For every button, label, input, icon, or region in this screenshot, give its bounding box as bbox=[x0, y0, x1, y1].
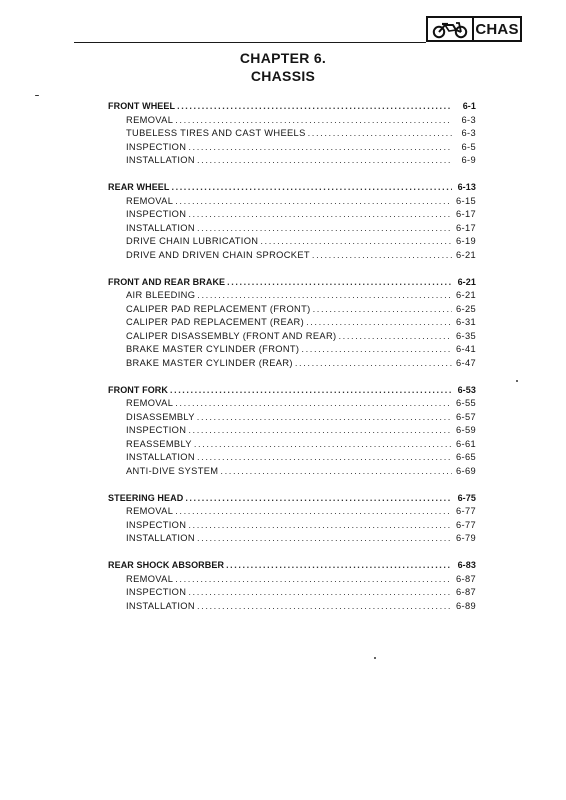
toc-section bbox=[108, 492, 476, 546]
toc-subentry-title: INSTALLATION bbox=[126, 600, 195, 611]
toc-subentry-page-number: 6-15 bbox=[455, 195, 476, 206]
toc-section-entry-page-number: 6-21 bbox=[457, 276, 476, 287]
toc-subentry-title: BRAKE MASTER CYLINDER (FRONT) bbox=[126, 344, 300, 354]
dot-leader bbox=[188, 586, 452, 600]
table-of-contents bbox=[108, 100, 476, 627]
dot-leader bbox=[175, 505, 452, 519]
toc-subentry-title: REMOVAL bbox=[126, 573, 174, 584]
toc-subentry[interactable] bbox=[108, 289, 476, 303]
toc-subentry-title: REMOVAL bbox=[126, 398, 174, 408]
toc-section-entry-title: REAR WHEEL bbox=[108, 182, 170, 192]
toc-subentry-title: INSPECTION bbox=[126, 519, 187, 530]
dot-leader bbox=[175, 195, 452, 209]
toc-subentry-title: CALIPER PAD REPLACEMENT (REAR) bbox=[126, 317, 305, 327]
dot-leader bbox=[312, 249, 452, 263]
toc-section-entry[interactable] bbox=[108, 100, 476, 114]
toc-subentry-title: INSTALLATION bbox=[126, 222, 195, 233]
toc-subentry-title: REASSEMBLY bbox=[126, 438, 192, 449]
toc-subentry-page-number: 6-21 bbox=[455, 290, 476, 300]
chapter-badge-label: CHAS bbox=[475, 20, 519, 38]
scan-speck bbox=[516, 380, 518, 382]
dot-leader bbox=[170, 384, 452, 398]
toc-subentry[interactable] bbox=[108, 208, 476, 222]
toc-section-entry-page-number: 6-83 bbox=[457, 560, 476, 570]
toc-subentry-title: INSPECTION bbox=[126, 141, 187, 152]
dot-leader bbox=[197, 222, 452, 236]
toc-subentry-title: ANTI-DIVE SYSTEM bbox=[126, 465, 219, 476]
dot-leader bbox=[175, 114, 452, 128]
toc-subentry-page-number: 6-31 bbox=[455, 317, 476, 327]
dot-leader bbox=[338, 330, 452, 344]
toc-subentry-title: INSTALLATION bbox=[126, 155, 195, 165]
toc-section bbox=[108, 559, 476, 613]
dot-leader bbox=[220, 465, 452, 479]
toc-subentry[interactable] bbox=[108, 222, 476, 236]
toc-subentry-page-number: 6-87 bbox=[455, 587, 476, 597]
dot-leader bbox=[227, 276, 452, 290]
toc-subentry[interactable] bbox=[108, 600, 476, 614]
toc-subentry-page-number: 6-3 bbox=[461, 128, 476, 138]
dot-leader bbox=[308, 127, 452, 141]
toc-subentry[interactable] bbox=[108, 451, 476, 465]
toc-subentry[interactable] bbox=[108, 357, 476, 371]
toc-subentry[interactable] bbox=[108, 573, 476, 587]
toc-subentry[interactable] bbox=[108, 154, 476, 168]
dot-leader bbox=[197, 154, 452, 168]
dot-leader bbox=[188, 141, 452, 155]
toc-subentry-title: CALIPER DISASSEMBLY (FRONT AND REAR) bbox=[126, 330, 337, 341]
toc-subentry-title: INSTALLATION bbox=[126, 452, 195, 462]
toc-subentry[interactable] bbox=[108, 249, 476, 263]
toc-subentry-page-number: 6-47 bbox=[455, 357, 476, 368]
dot-leader bbox=[260, 235, 452, 249]
dot-leader bbox=[188, 208, 452, 222]
chapter-badge bbox=[426, 16, 522, 42]
toc-subentry-page-number: 6-25 bbox=[455, 303, 476, 314]
toc-section bbox=[108, 276, 476, 371]
toc-section-entry-page-number: 6-75 bbox=[457, 492, 476, 503]
toc-subentry[interactable] bbox=[108, 411, 476, 425]
toc-subentry-page-number: 6-79 bbox=[455, 533, 476, 543]
dot-leader bbox=[172, 181, 453, 195]
toc-subentry-title: INSPECTION bbox=[126, 425, 187, 435]
dot-leader bbox=[197, 411, 452, 425]
dot-leader bbox=[185, 492, 452, 506]
toc-subentry-page-number: 6-57 bbox=[455, 411, 476, 422]
toc-subentry-page-number: 6-3 bbox=[461, 114, 476, 125]
toc-subentry-title: DRIVE AND DRIVEN CHAIN SPROCKET bbox=[126, 249, 310, 260]
header-rule bbox=[74, 42, 426, 43]
toc-section-entry-title: FRONT AND REAR BRAKE bbox=[108, 276, 226, 287]
dot-leader bbox=[197, 289, 452, 303]
toc-subentry[interactable] bbox=[108, 303, 476, 317]
toc-subentry-title: TUBELESS TIRES AND CAST WHEELS bbox=[126, 128, 306, 138]
toc-subentry-page-number: 6-35 bbox=[455, 330, 476, 341]
dot-leader bbox=[194, 438, 452, 452]
toc-subentry[interactable] bbox=[108, 397, 476, 411]
toc-subentry-title: INSPECTION bbox=[126, 587, 187, 597]
toc-section-entry-title: STEERING HEAD bbox=[108, 492, 184, 503]
toc-section-entry[interactable] bbox=[108, 276, 476, 290]
scan-speck bbox=[35, 95, 39, 96]
toc-subentry-title: DISASSEMBLY bbox=[126, 411, 195, 422]
toc-subentry[interactable] bbox=[108, 438, 476, 452]
toc-subentry-page-number: 6-61 bbox=[455, 438, 476, 449]
toc-section-entry[interactable] bbox=[108, 384, 476, 398]
dot-leader bbox=[188, 519, 452, 533]
toc-subentry[interactable] bbox=[108, 195, 476, 209]
dot-leader bbox=[175, 573, 452, 587]
toc-subentry[interactable] bbox=[108, 127, 476, 141]
toc-subentry-page-number: 6-55 bbox=[455, 398, 476, 408]
toc-subentry-title: REMOVAL bbox=[126, 195, 174, 206]
toc-subentry-page-number: 6-65 bbox=[455, 452, 476, 462]
toc-subentry-title: DRIVE CHAIN LUBRICATION bbox=[126, 236, 259, 246]
toc-subentry[interactable] bbox=[108, 114, 476, 128]
toc-subentry-title: REMOVAL bbox=[126, 506, 174, 516]
toc-subentry-page-number: 6-87 bbox=[455, 573, 476, 584]
toc-section-entry-page-number: 6-53 bbox=[457, 384, 476, 395]
toc-subentry[interactable] bbox=[108, 586, 476, 600]
toc-section bbox=[108, 100, 476, 168]
dot-leader bbox=[301, 343, 452, 357]
toc-subentry-page-number: 6-19 bbox=[455, 236, 476, 246]
chapter-title: CHASSIS bbox=[250, 68, 316, 84]
toc-section-entry-page-number: 6-1 bbox=[462, 101, 476, 111]
toc-section-entry-title: REAR SHOCK ABSORBER bbox=[108, 560, 225, 570]
toc-subentry-title: AIR BLEEDING bbox=[126, 290, 196, 300]
toc-subentry-page-number: 6-77 bbox=[455, 506, 476, 516]
toc-subentry-page-number: 6-59 bbox=[455, 425, 476, 435]
toc-section bbox=[108, 384, 476, 479]
toc-subentry[interactable] bbox=[108, 532, 476, 546]
toc-subentry[interactable] bbox=[108, 465, 476, 479]
toc-subentry-page-number: 6-41 bbox=[455, 344, 476, 354]
toc-section bbox=[108, 181, 476, 262]
toc-subentry[interactable] bbox=[108, 330, 476, 344]
toc-subentry-title: INSPECTION bbox=[126, 209, 187, 219]
toc-subentry-page-number: 6-9 bbox=[461, 155, 476, 165]
dot-leader bbox=[177, 100, 452, 114]
toc-subentry-title: REMOVAL bbox=[126, 114, 174, 125]
toc-subentry[interactable] bbox=[108, 519, 476, 533]
dot-leader bbox=[197, 532, 452, 546]
dot-leader bbox=[175, 397, 452, 411]
toc-section-entry[interactable] bbox=[108, 492, 476, 506]
toc-subentry-page-number: 6-77 bbox=[455, 519, 476, 530]
toc-subentry-page-number: 6-69 bbox=[455, 465, 476, 476]
dot-leader bbox=[226, 559, 452, 573]
dot-leader bbox=[197, 451, 452, 465]
toc-section-entry-title: FRONT WHEEL bbox=[108, 101, 176, 111]
toc-subentry[interactable] bbox=[108, 235, 476, 249]
dot-leader bbox=[197, 600, 452, 614]
toc-subentry[interactable] bbox=[108, 343, 476, 357]
toc-subentry[interactable] bbox=[108, 505, 476, 519]
dot-leader bbox=[295, 357, 452, 371]
scan-speck bbox=[374, 657, 376, 659]
toc-subentry-title: CALIPER PAD REPLACEMENT (FRONT) bbox=[126, 303, 311, 314]
toc-section-entry-title: FRONT FORK bbox=[108, 384, 168, 395]
dot-leader bbox=[306, 316, 452, 330]
toc-subentry-page-number: 6-17 bbox=[455, 209, 476, 219]
toc-subentry-page-number: 6-89 bbox=[455, 600, 476, 611]
toc-section-entry[interactable] bbox=[108, 559, 476, 573]
motorcycle-icon bbox=[428, 18, 474, 40]
toc-section-entry[interactable] bbox=[108, 181, 476, 195]
toc-subentry-page-number: 6-21 bbox=[455, 249, 476, 260]
dot-leader bbox=[313, 303, 452, 317]
toc-subentry-title: BRAKE MASTER CYLINDER (REAR) bbox=[126, 357, 293, 368]
toc-subentry-page-number: 6-5 bbox=[461, 141, 476, 152]
dot-leader bbox=[188, 424, 452, 438]
toc-subentry[interactable] bbox=[108, 424, 476, 438]
toc-subentry-title: INSTALLATION bbox=[126, 533, 195, 543]
chapter-number: CHAPTER 6. bbox=[239, 50, 327, 66]
toc-section-entry-page-number: 6-13 bbox=[457, 182, 476, 192]
toc-subentry[interactable] bbox=[108, 141, 476, 155]
toc-subentry[interactable] bbox=[108, 316, 476, 330]
toc-subentry-page-number: 6-17 bbox=[455, 222, 476, 233]
